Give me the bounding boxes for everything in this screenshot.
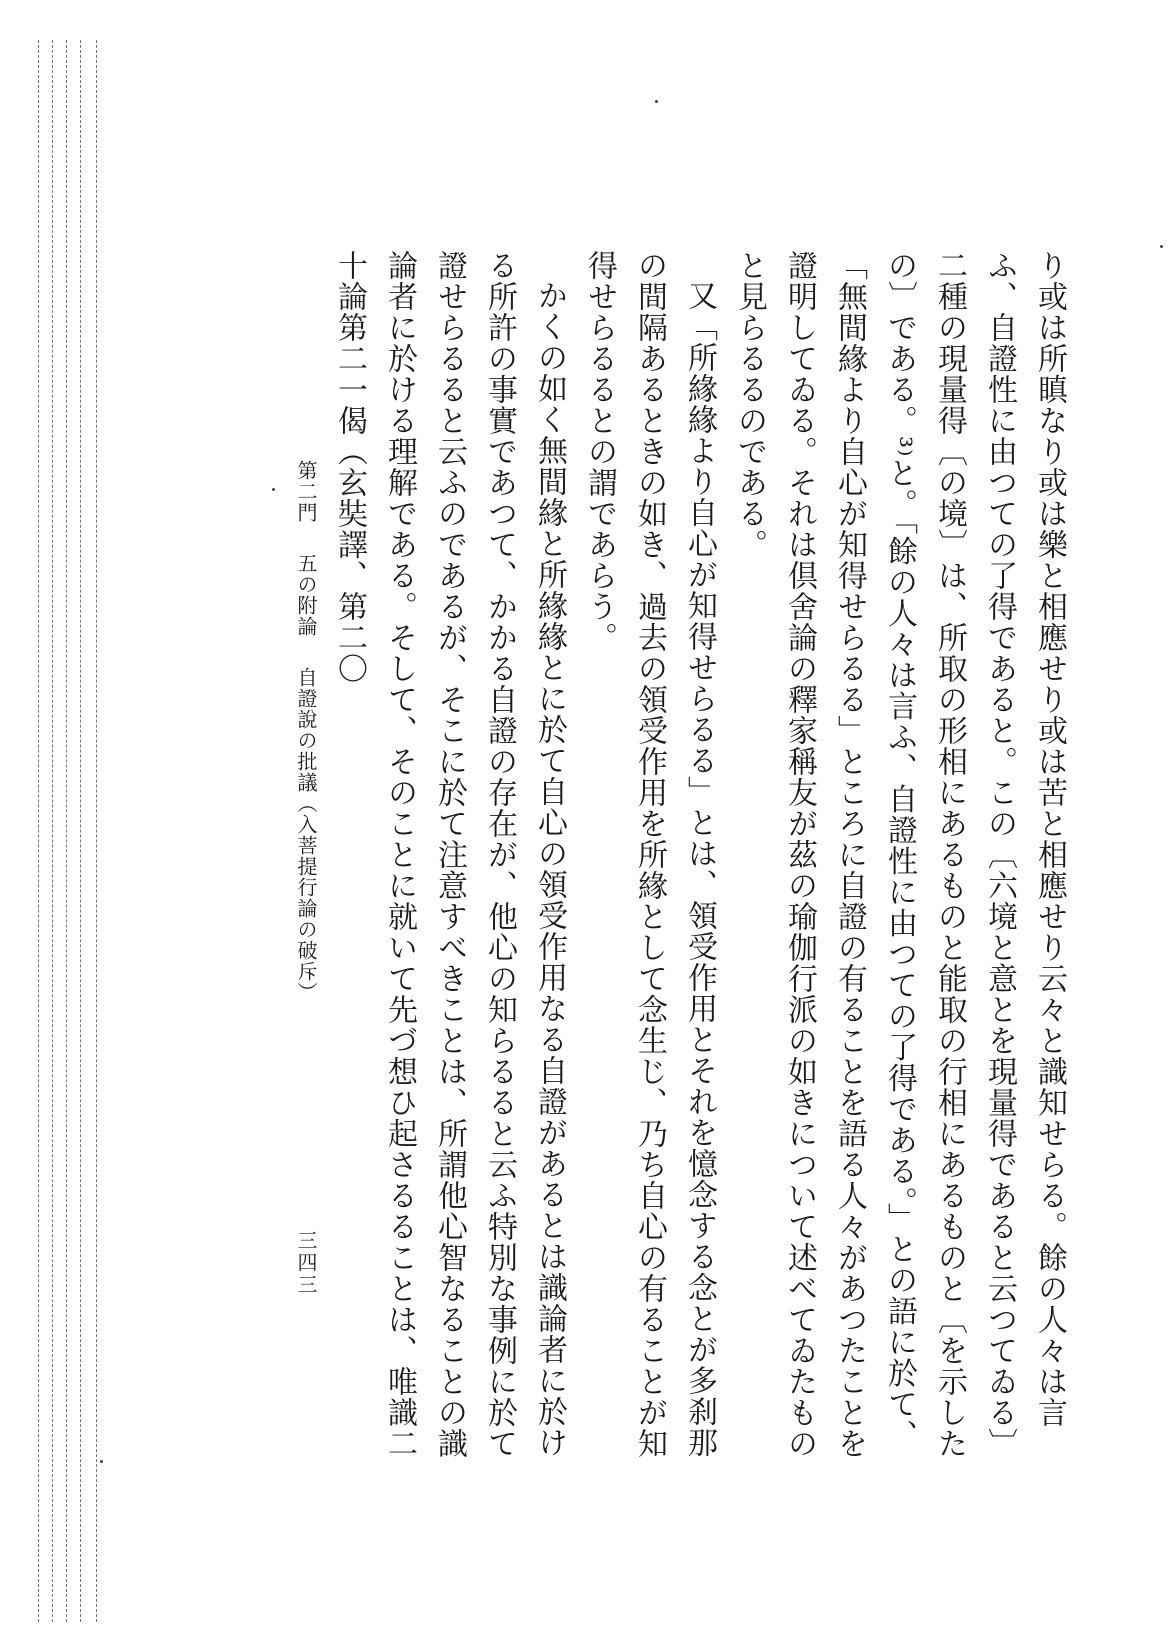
- footer-part: 第二門: [294, 460, 318, 523]
- running-footer: [292, 460, 320, 1003]
- body-text: [194, 250, 1074, 1480]
- paragraph: かくの如く無間緣と所緣緣とに於て自心の領受作用なる自證があるとは識論者に於ける所許の事實であつて、かかる自證の存在が、他心の知らるると云ふ特別な事例に於て證せらるると云ふのであるが、そこに於て注意すべきことは、所謂他心智なることの識論者に於ける理解である。そして、そのことに就いて先づ想ひ起さるることは、唯識二十論第二一偈（玄奘譯、第二〇: [332, 250, 567, 1459]
- page-number: 三四三: [294, 1230, 318, 1296]
- binding-edge-artifact: [0, 0, 110, 1652]
- paragraph: り或は所瞋なり或は樂と相應せり或は苦と相應せり云々と識知せらる。餘の人々は言ふ、自證性に由つての了得であると。この〔六境と意とを現量得であると云つてゐる〕二種の現量得〔の境〕は、所取の形相にあるものと能取の行相にあるものと〔を示したの〕である。³⁾と。「餘の人々は言ふ、自證性に由つての了得である。」との語に於て、「無間緣より自心が知得せらるる」ところに自證の有ることを語る人々があつたことを證明してゐる。それは倶舍論の釋家稱友が茲の瑜伽行派の如きについて述べてゐたものと見らるるのである。: [732, 250, 1067, 1459]
- scan-speck: [1160, 245, 1163, 248]
- footer-section: 五の附論: [294, 553, 318, 637]
- footer-title: 自證說の批議（入菩提行論の破斥）: [294, 667, 318, 1003]
- paragraph: 又「所緣緣より自心が知得せらるる」とは、領受作用とそれを憶念する念とが多刹那の間隔あるときの如き、過去の領受作用を所緣として念生じ、乃ち自心の有ることが知得せらるるとの謂であらう。: [582, 250, 717, 1459]
- scan-speck: [100, 1460, 103, 1463]
- scan-speck: [655, 100, 658, 103]
